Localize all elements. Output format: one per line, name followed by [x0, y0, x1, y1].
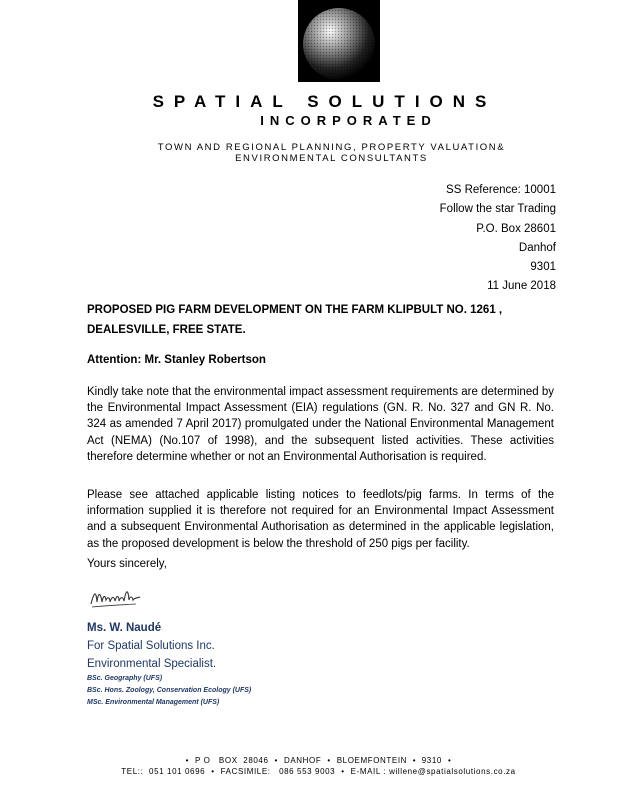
attention-line: Attention: Mr. Stanley Robertson	[87, 354, 266, 366]
footer-contact-line	[0, 767, 637, 776]
bullet-icon: •	[211, 767, 215, 776]
signatory-company: For Spatial Solutions Inc.	[87, 640, 215, 652]
signatory-name: Ms. W. Naudé	[87, 622, 162, 634]
tagline-line-2: ENVIRONMENTAL CONSULTANTS	[235, 153, 428, 164]
qualification: BSc. Hons. Zoology, Conservation Ecology (UFS)	[87, 687, 252, 694]
footer-town: DANHOF	[283, 756, 322, 765]
qualification: BSc. Geography (UFS)	[87, 675, 163, 682]
tagline-line-1: TOWN AND REGIONAL PLANNING, PROPERTY VALUATION&	[157, 142, 506, 153]
bullet-icon: •	[327, 756, 331, 765]
company-name: SPATIAL SOLUTIONS	[152, 92, 497, 111]
recipient-town: Danhof	[518, 241, 556, 254]
closing: Yours sincerely,	[87, 558, 167, 570]
footer-fax: FACSIMILE: 086 553 9003	[220, 767, 336, 776]
footer-email: E-MAIL : willene@spatialsolutions.co.za	[350, 767, 516, 776]
subject-heading	[87, 300, 502, 340]
recipient-name: Follow the star Trading	[439, 203, 556, 216]
bullet-icon: •	[447, 756, 452, 765]
footer-address-line	[0, 756, 637, 765]
reference-number: SS Reference: 10001	[446, 184, 556, 196]
subject-line-2: DEALESVILLE, FREE STATE.	[87, 324, 246, 336]
body-paragraph-2: Please see attached applicable listing notices to feedlots/pig farms. In terms of the information supplied it is therefore not required for an Environmental Impact Assessment and a subsequent Environmental Authorisation as determined in the applicable legislation, as the proposed development is below the threshold of 250 pigs per facility.	[87, 489, 554, 550]
qualification: MSc. Environmental Management (UFS)	[87, 699, 220, 706]
recipient-code: 9301	[530, 261, 556, 274]
footer-po-box: P O BOX 28046	[195, 756, 269, 765]
body-paragraph-1: Kindly take note that the environmental impact assessment requirements are determined by the Environmental Impact Assessment (EIA) regulations (GN. R. No. 327 and GN R. No. 324 as amended 7 April 2017) promulgated under the National Environmental Management Act (NEMA) (No.107 of 1998), and the subsequent listed activities. These activities therefore determine whether or not an Environmental Authorisation is required.	[87, 386, 554, 463]
recipient-po-box: P.O. Box 28601	[476, 222, 556, 235]
handwritten-signature	[88, 582, 148, 614]
footer-city-code: BLOEMFONTEIN • 9310	[336, 756, 442, 765]
subject-line-1: PROPOSED PIG FARM DEVELOPMENT ON THE FARM KLIPBULT NO. 1261 ,	[87, 304, 503, 316]
letter-date: 11 June 2018	[487, 280, 556, 293]
footer-tel: TEL:: 051 101 0696	[121, 767, 206, 776]
bullet-icon: •	[274, 756, 278, 765]
bullet-icon: •	[341, 767, 345, 776]
signatory-title: Environmental Specialist.	[87, 658, 217, 670]
globe-logo-icon	[298, 0, 380, 82]
company-subtitle: INCORPORATED	[260, 113, 437, 128]
recipient-address	[440, 181, 556, 297]
bullet-icon: •	[185, 756, 190, 765]
